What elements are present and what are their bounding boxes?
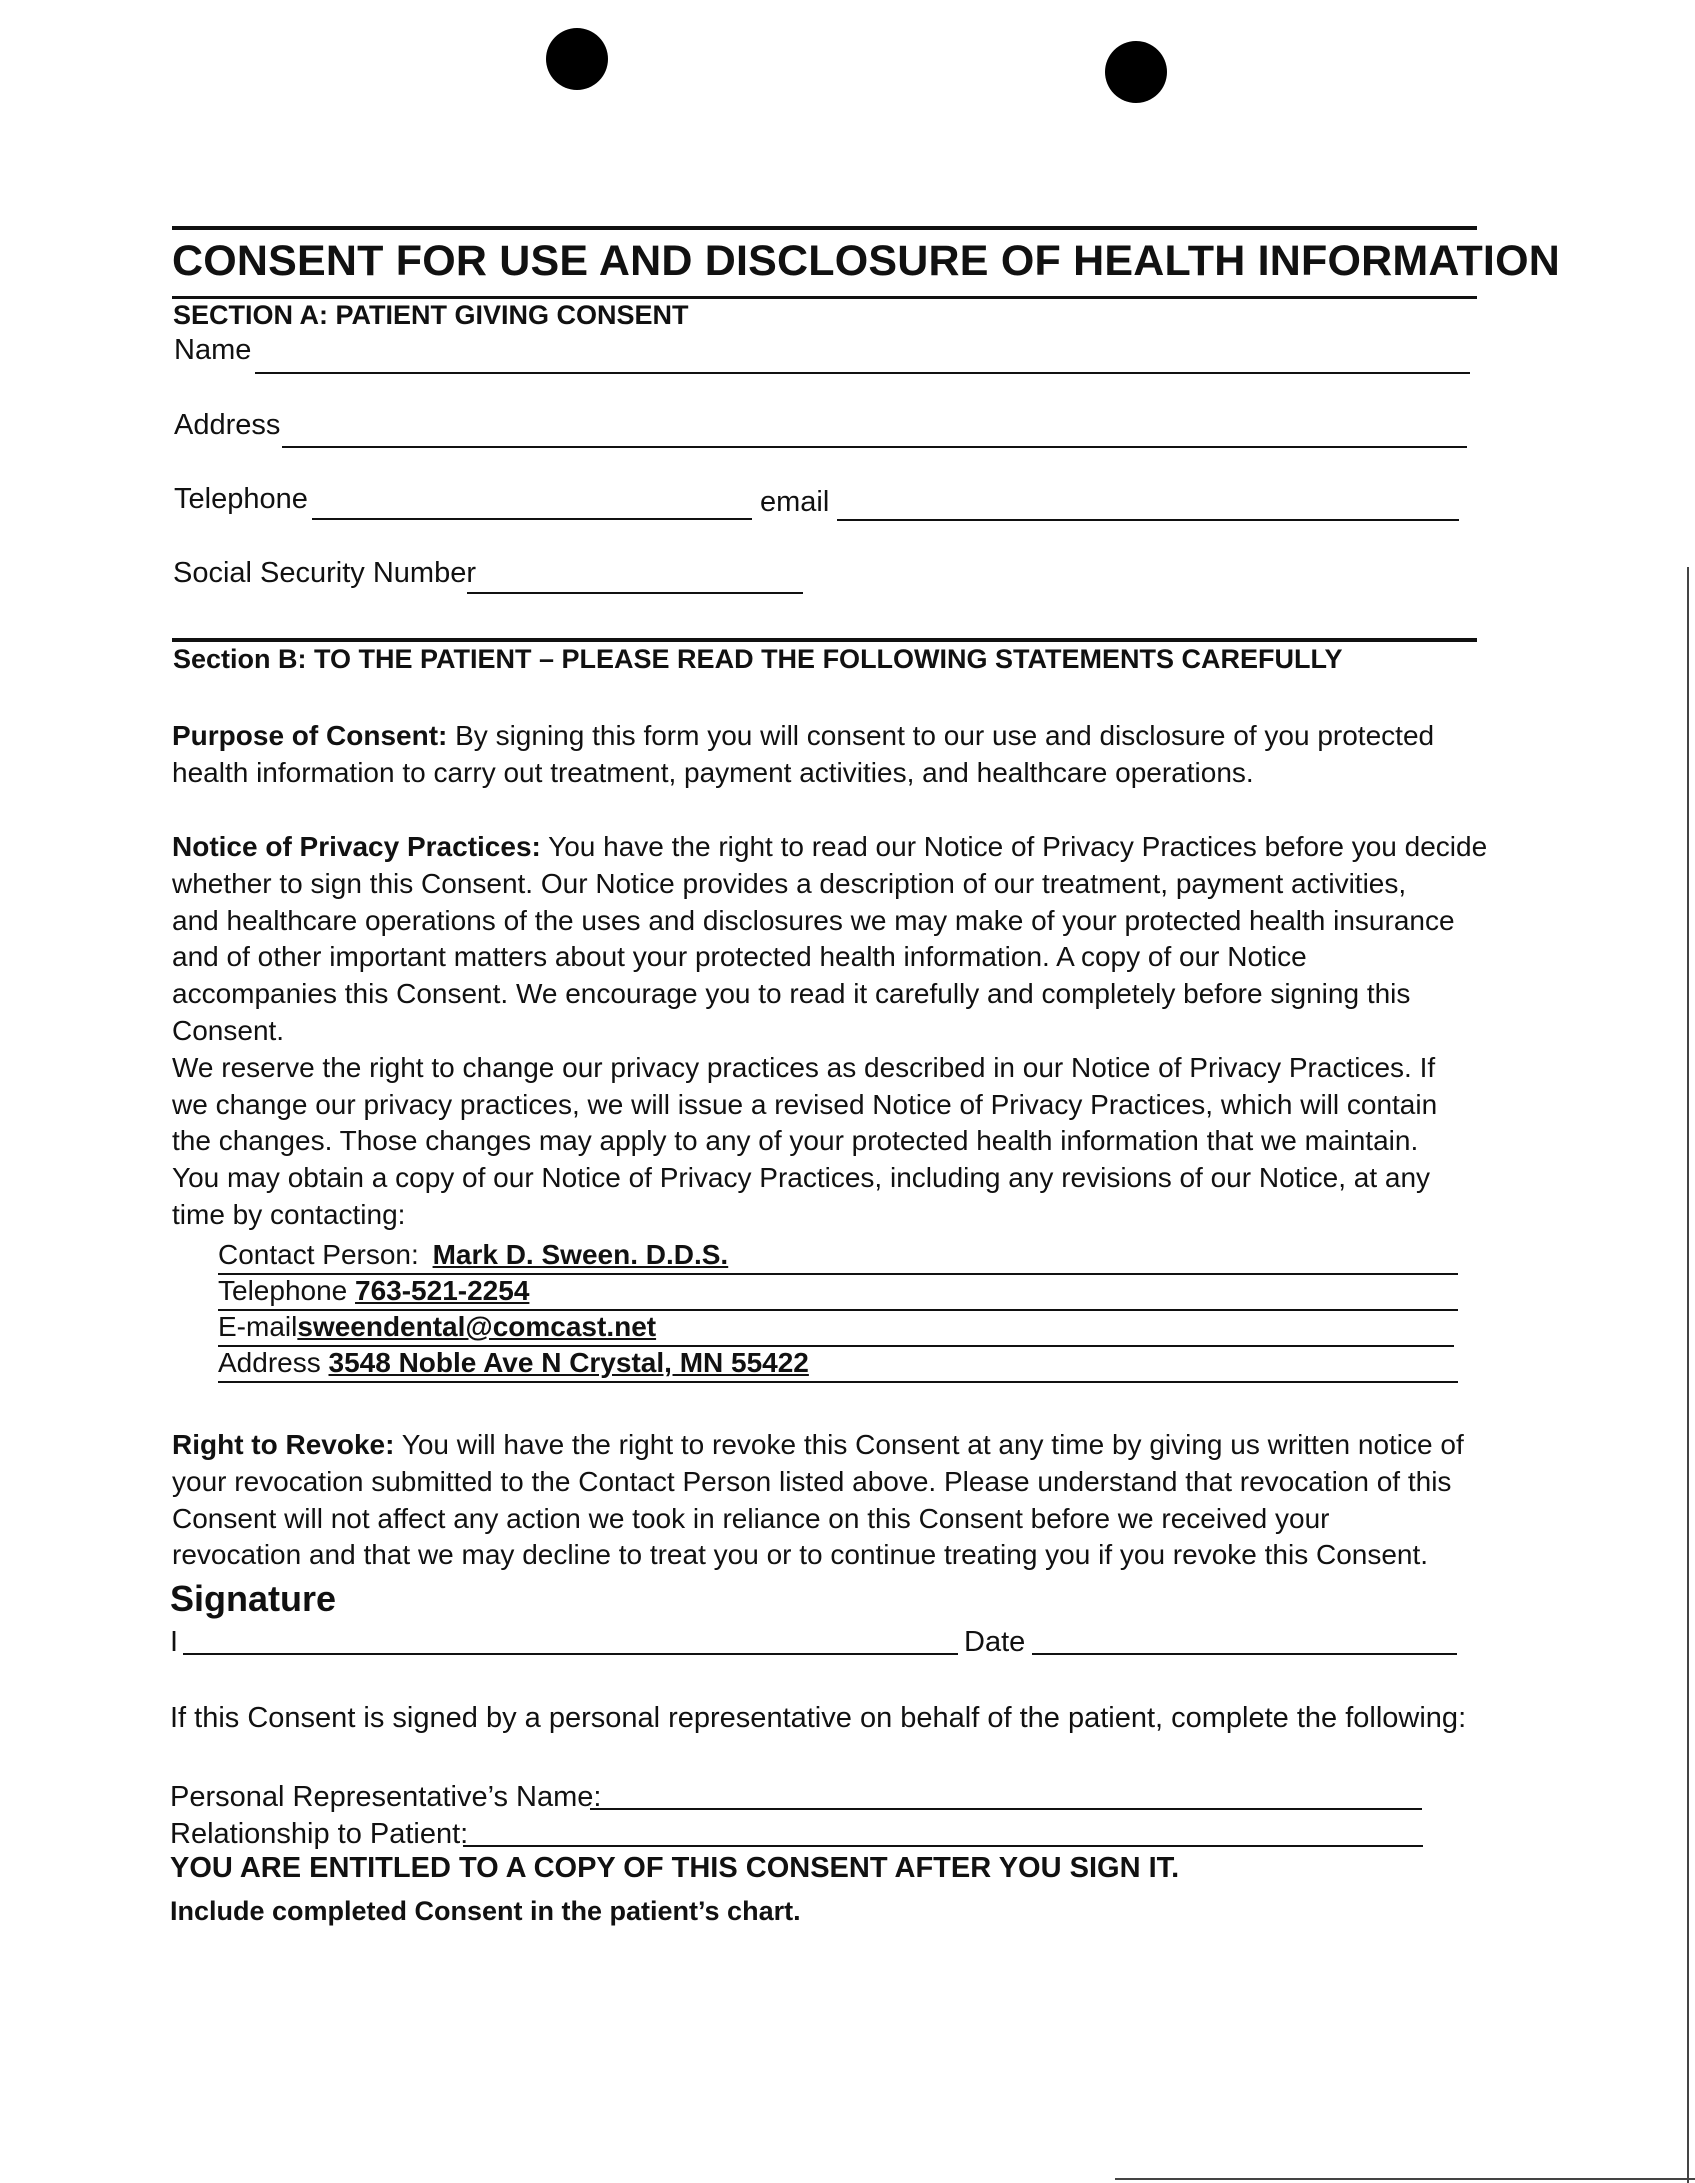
relationship-field[interactable] xyxy=(463,1845,1423,1847)
revoke-heading: Right to Revoke: xyxy=(172,1429,395,1460)
telephone-label: Telephone xyxy=(174,483,308,515)
notice-line: the changes. Those changes may apply to any of your protected health information that we maintain. xyxy=(172,1125,1419,1157)
telephone-field[interactable] xyxy=(312,518,752,520)
email-field[interactable] xyxy=(837,519,1459,521)
notice-line: We reserve the right to change our privacy practices as described in our Notice of Privacy Practices. If xyxy=(172,1051,1436,1083)
signature-i-label: I xyxy=(170,1626,179,1658)
signature-field[interactable] xyxy=(183,1653,958,1655)
signature-heading: Signature xyxy=(170,1578,337,1619)
contact-email-row xyxy=(218,1309,1454,1347)
scan-edge-right xyxy=(1687,567,1689,2183)
revoke-paragraph xyxy=(172,1427,1482,1574)
contact-email-value[interactable]: sweendental@comcast.net xyxy=(297,1311,657,1342)
contact-telephone-value: 763-521-2254 xyxy=(355,1275,530,1306)
name-label: Name xyxy=(174,334,252,366)
notice-line: accompanies this Consent. We encourage you to read it carefully and completely before signing this xyxy=(172,978,1411,1010)
purpose-heading: Purpose of Consent: xyxy=(172,720,448,751)
title-top-rule xyxy=(172,226,1477,230)
notice-line: and healthcare operations of the uses and disclosures we may make of your protected health insurance xyxy=(172,904,1455,936)
revoke-line: your revocation submitted to the Contact Person listed above. Please understand that revocation of this xyxy=(172,1465,1452,1497)
address-label: Address xyxy=(174,409,281,441)
notice-heading: Notice of Privacy Practices: xyxy=(172,831,541,862)
notice-line: and of other important matters about your protected health information. A copy of our Notice xyxy=(172,941,1307,973)
punch-hole-right xyxy=(1105,41,1167,103)
purpose-line: health information to carry out treatment, payment activities, and healthcare operations. xyxy=(172,756,1254,788)
representative-note: If this Consent is signed by a personal representative on behalf of the patient, complete the following: xyxy=(170,1702,1467,1734)
contact-address-label: Address xyxy=(218,1347,321,1378)
punch-hole-left xyxy=(546,28,608,90)
notice-line: we change our privacy practices, we will issue a revised Notice of Privacy Practices, which will contain xyxy=(172,1088,1438,1120)
date-field[interactable] xyxy=(1032,1653,1457,1655)
contact-person-label: Contact Person: xyxy=(218,1239,419,1270)
section-b-rule xyxy=(172,638,1477,642)
purpose-paragraph xyxy=(172,718,1472,792)
rep-name-label: Personal Representative’s Name: xyxy=(170,1781,602,1813)
revoke-line: You will have the right to revoke this Consent at any time by giving us written notice of xyxy=(394,1429,1464,1460)
notice-paragraph xyxy=(172,829,1488,1234)
form-title: CONSENT FOR USE AND DISCLOSURE OF HEALTH INFORMATION xyxy=(172,237,1560,285)
contact-telephone-label: Telephone xyxy=(218,1275,348,1306)
contact-address-row xyxy=(218,1345,1458,1383)
revoke-line: Consent will not affect any action we took in reliance on this Consent before we received your xyxy=(172,1502,1330,1534)
section-a-heading: SECTION A: PATIENT GIVING CONSENT xyxy=(173,300,689,330)
notice-line: You have the right to read our Notice of Privacy Practices before you decide xyxy=(540,831,1488,862)
notice-line: Consent. xyxy=(172,1014,285,1046)
contact-telephone-row xyxy=(218,1273,1458,1311)
section-b-heading: Section B: TO THE PATIENT – PLEASE READ THE FOLLOWING STATEMENTS CAREFULLY xyxy=(173,644,1343,674)
date-label: Date xyxy=(964,1626,1026,1658)
title-bottom-rule xyxy=(172,296,1477,299)
ssn-field[interactable] xyxy=(467,592,803,594)
contact-person-value: Mark D. Sween. D.D.S. xyxy=(432,1239,729,1270)
purpose-line: By signing this form you will consent to our use and disclosure of you protected xyxy=(447,720,1435,751)
contact-person-row xyxy=(218,1237,1458,1275)
notice-line: whether to sign this Consent. Our Notice provides a description of our treatment, payment activities, xyxy=(172,867,1407,899)
rep-name-field[interactable] xyxy=(590,1808,1422,1810)
contact-email-label: E-mail xyxy=(218,1311,298,1342)
entitled-notice: YOU ARE ENTITLED TO A COPY OF THIS CONSENT AFTER YOU SIGN IT. xyxy=(170,1852,1180,1884)
relationship-label: Relationship to Patient: xyxy=(170,1818,469,1850)
revoke-line: revocation and that we may decline to treat you or to continue treating you if you revoke this Consent. xyxy=(172,1539,1429,1571)
name-field[interactable] xyxy=(255,372,1470,374)
contact-address-value: 3548 Noble Ave N Crystal, MN 55422 xyxy=(328,1347,809,1378)
address-field[interactable] xyxy=(282,446,1467,448)
scan-edge-bottom xyxy=(1115,2178,1695,2180)
include-instruction: Include completed Consent in the patient’s chart. xyxy=(170,1896,801,1926)
notice-line: time by contacting: xyxy=(172,1198,406,1230)
ssn-label: Social Security Number xyxy=(173,557,476,589)
email-label: email xyxy=(760,486,830,518)
notice-line: You may obtain a copy of our Notice of Privacy Practices, including any revisions of our Notice, at any xyxy=(172,1162,1431,1194)
